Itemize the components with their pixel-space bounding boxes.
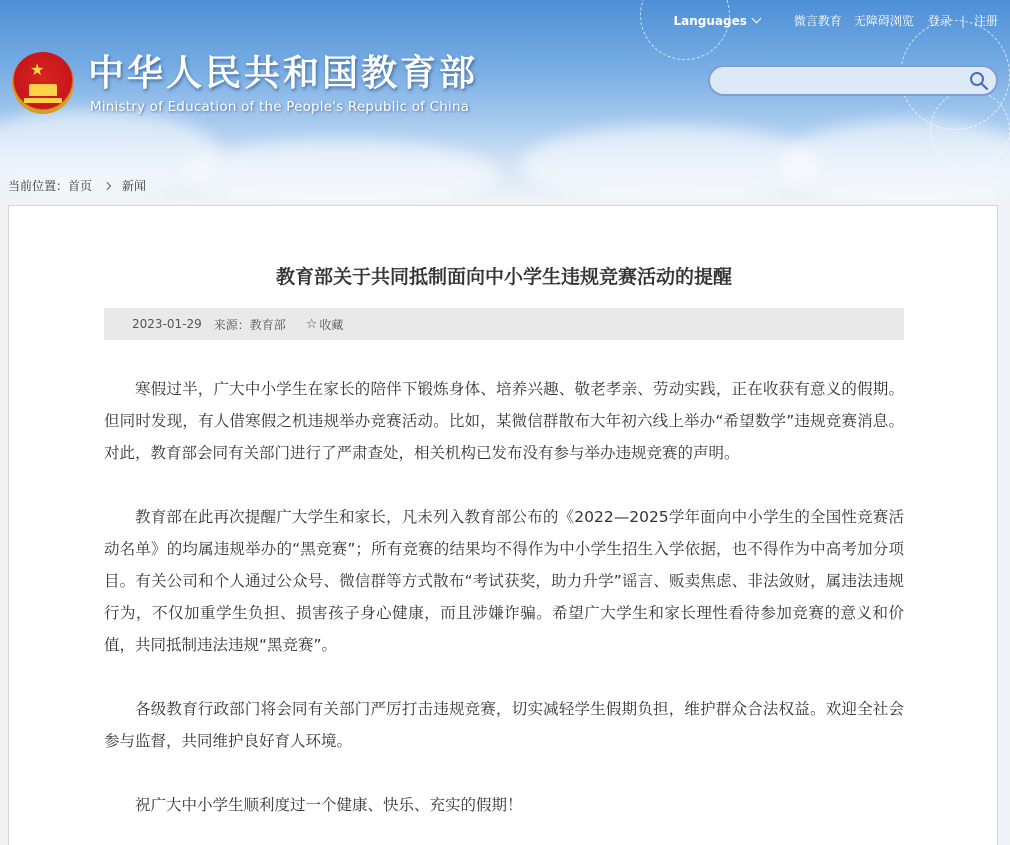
accessibility-link[interactable]: 无障碍浏览 [853, 14, 914, 28]
article-title: 教育部关于共同抵制面向中小学生违规竞赛活动的提醒 [275, 266, 732, 288]
dandelion-decoration [640, 0, 730, 60]
tiananmen-icon [29, 84, 57, 96]
search-box [708, 65, 998, 96]
article-paragraph: 各级教育行政部门将会同有关部门严厉打击违规竞赛，切实减轻学生假期负担，维护群众合法权益。欢迎全社会参与监督，共同维护良好育人环境。 [104, 700, 904, 750]
link-separator: | [960, 13, 965, 28]
article-paragraph: 寒假过半，广大中小学生在家长的陪伴下锻炼身体、培养兴趣、敬老孝亲、劳动实践，正在收获有意义的假期。但同时发现，有人借寒假之机违规举办竞赛活动。比如，某微信群散布大年初六线上举办“希望数学”违规竞赛消息。对此，教育部会同有关部门进行了严肃查处，相关机构已发布没有参与举办违规竞赛的声明。 [104, 380, 904, 462]
login-link[interactable]: 登录 [927, 14, 952, 28]
breadcrumb [8, 177, 146, 194]
article-meta-bar [104, 308, 904, 340]
site-title-cn[interactable]: 中华人民共和国教育部 [88, 53, 479, 94]
breadcrumb-home-link[interactable]: 首页 [68, 179, 93, 193]
search-icon[interactable] [969, 71, 989, 91]
favorite-label: 收藏 [319, 317, 344, 332]
header-cloud [520, 125, 820, 200]
article-source: 来源：教育部 [213, 317, 286, 332]
register-link[interactable]: 注册 [973, 14, 998, 28]
article-paragraph: 教育部在此再次提醒广大学生和家长，凡未列入教育部公布的《2022—2025学年面向中小学生的全国性竞赛活动名单》的均属违规举办的“黑竞赛”；所有竞赛的结果均不得作为中小学生招生入学依据，也不得作为中高考加分项目。有关公司和个人通过公众号、微信群等方式散布“考试获奖，助力升学”谣言、贩卖焦虑、非法敛财，属违法违规行为，不仅加重学生负担、损害孩子身心健康，而且涉嫌诈骗。希望广大学生和家长理性看待参加竞赛的意义和价值，共同抵制违法违规“黑竞赛”。 [104, 508, 904, 654]
search-input[interactable] [722, 71, 962, 91]
article-body [104, 373, 904, 845]
breadcrumb-prefix: 当前位置： [8, 179, 69, 193]
article-date: 2023-01-29 [132, 317, 202, 331]
chevron-right-icon [103, 181, 111, 189]
site-header [0, 0, 1010, 200]
star-icon: ★ [30, 60, 45, 79]
header-cloud [180, 140, 500, 200]
emblem-base [24, 98, 62, 103]
article-container [8, 205, 998, 845]
national-emblem-logo[interactable] [12, 52, 74, 114]
top-links-bar [674, 12, 999, 29]
article-paragraph: 祝广大中小学生顺利度过一个健康、快乐、充实的假期！ [135, 796, 523, 814]
languages-label: Languages [673, 13, 747, 28]
languages-dropdown[interactable] [674, 14, 760, 28]
favorite-button[interactable] [306, 316, 344, 333]
breadcrumb-current-link[interactable]: 新闻 [122, 179, 147, 193]
weiyan-link[interactable]: 微言教育 [793, 14, 842, 28]
star-outline-icon: ☆ [305, 316, 318, 332]
site-title-en: Ministry of Education of the People's Republic of China [90, 99, 470, 115]
chevron-down-icon [751, 14, 761, 24]
dandelion-decoration [930, 90, 1010, 170]
